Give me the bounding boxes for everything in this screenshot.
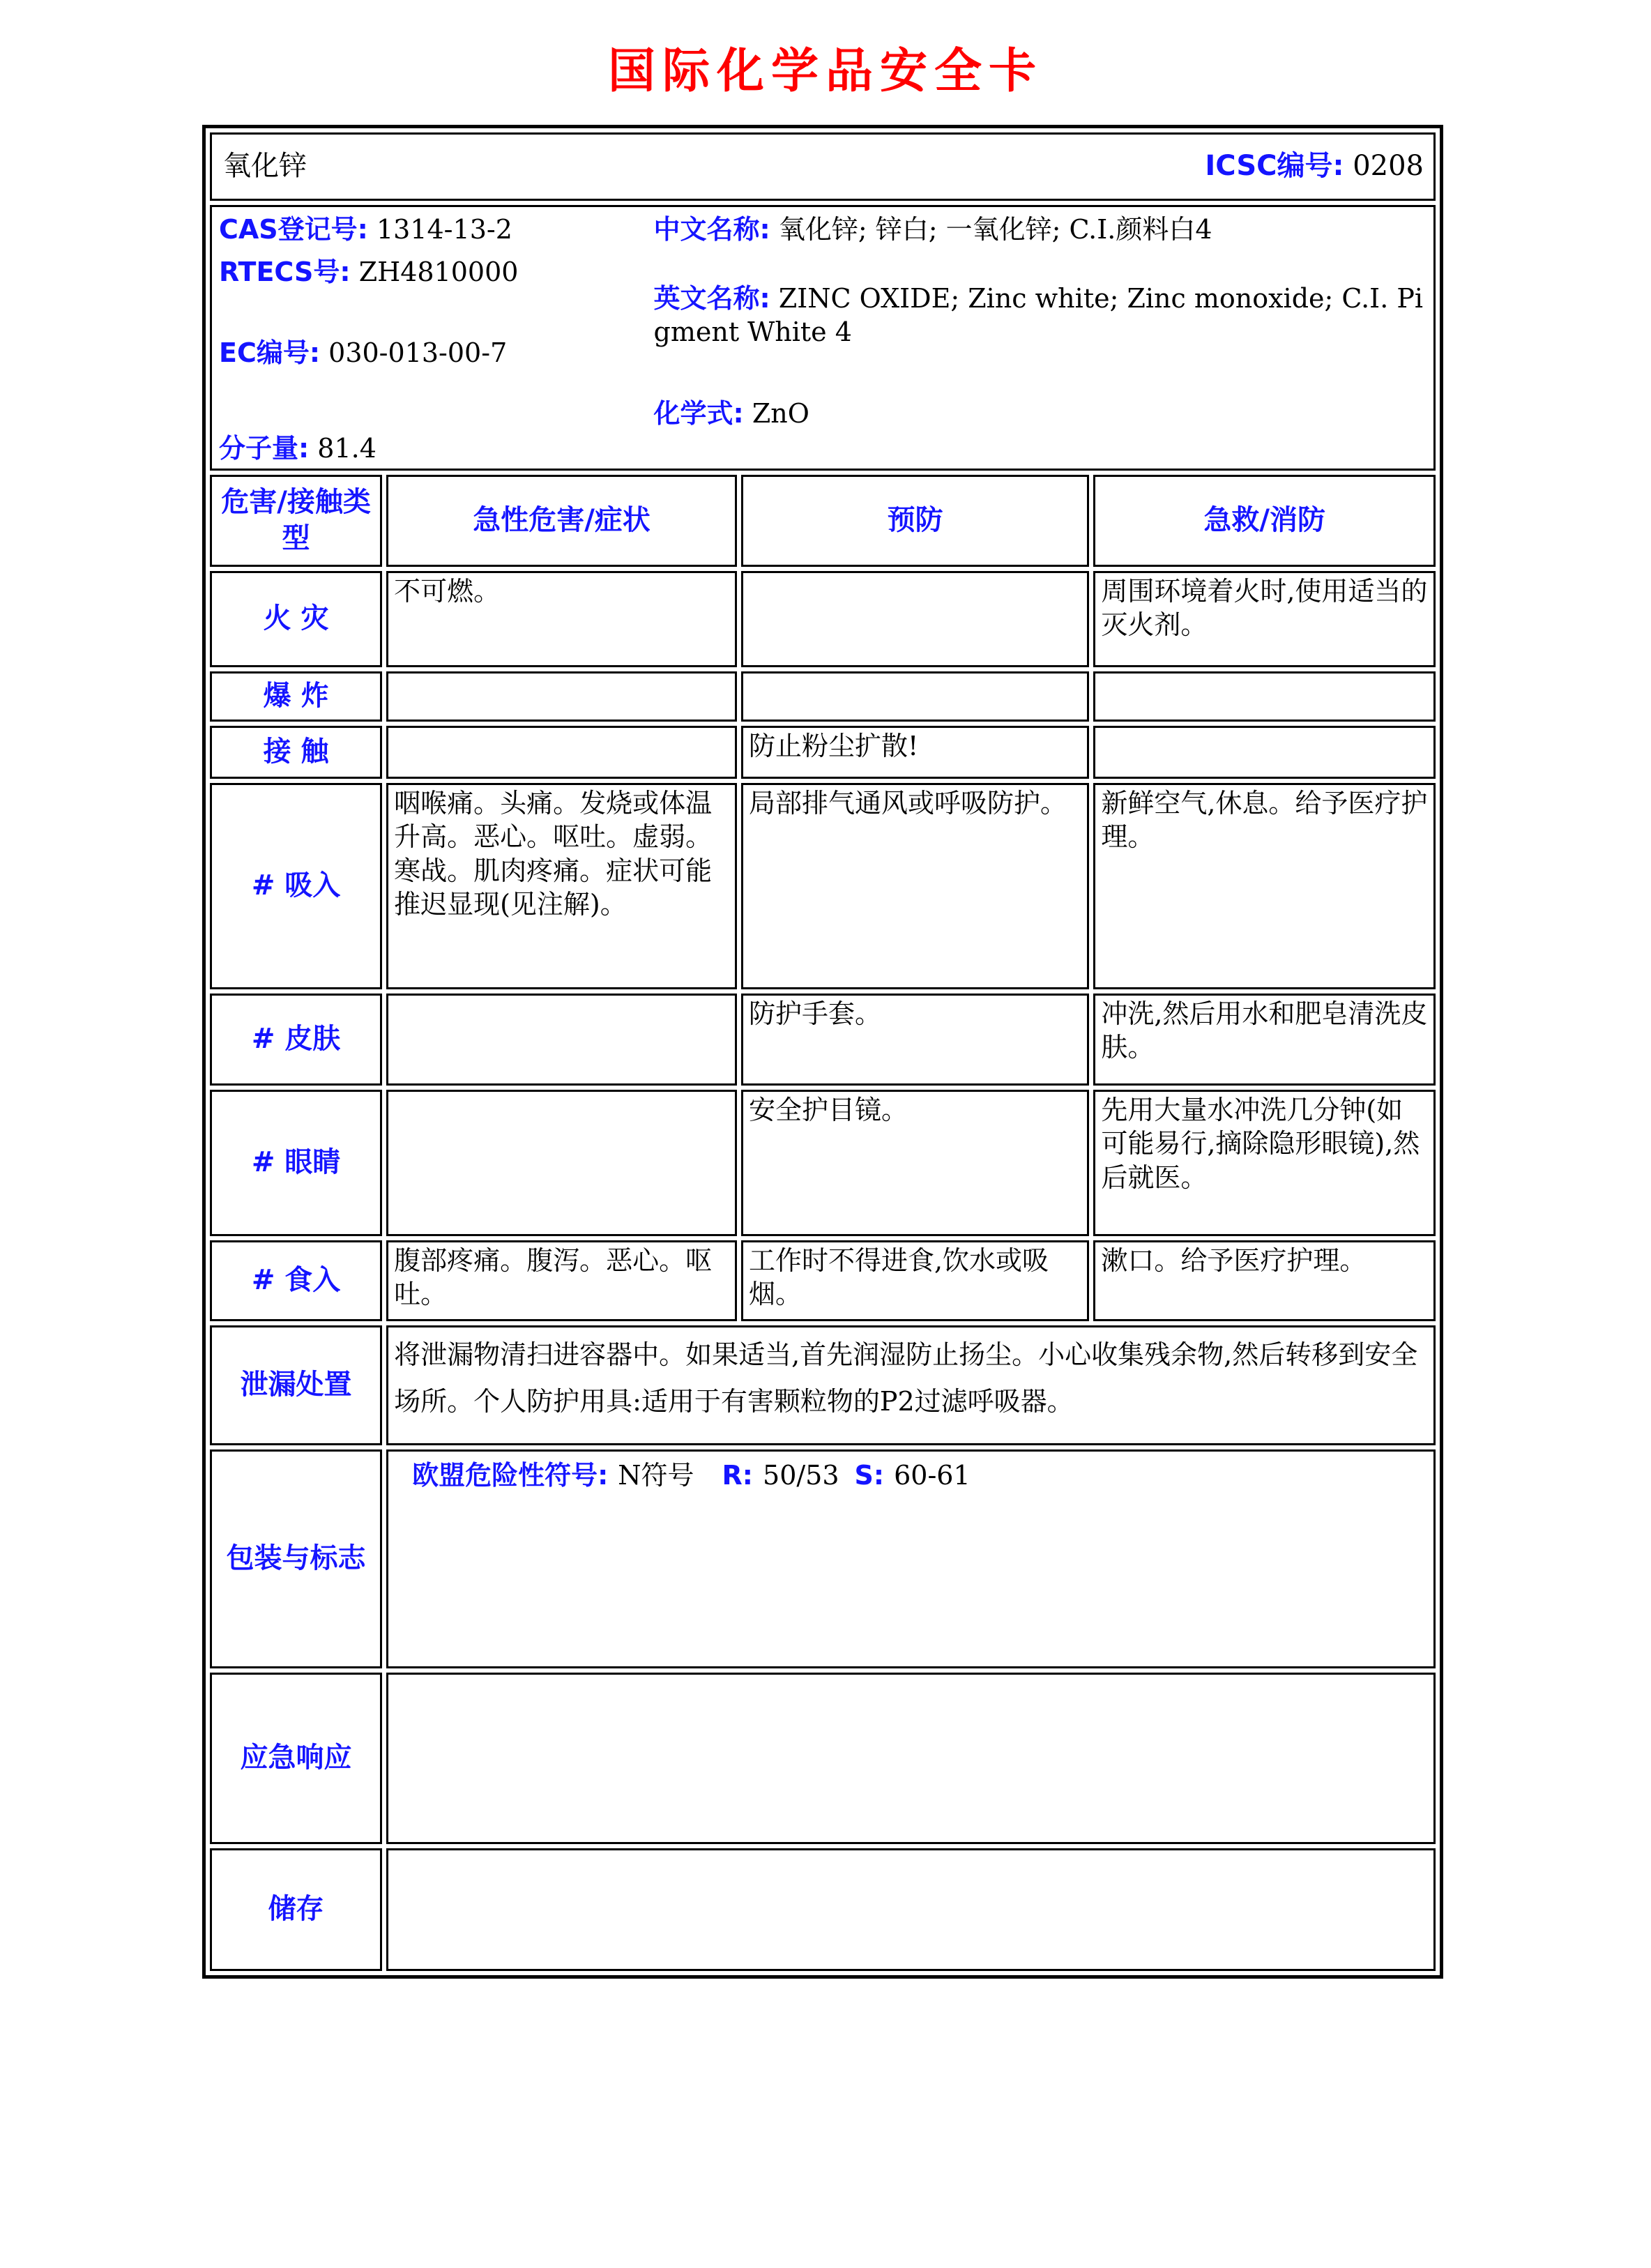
chinese-name-label: 中文名称: (653, 214, 770, 245)
hazard-row-inhalation (210, 783, 1436, 989)
cell-fire-first-aid: 周围环境着火时,使用适当的灭火剂。 (1093, 571, 1436, 667)
cell-spill-disposal-text: 将泄漏物清扫进容器中。如果适当,首先润湿防止扬尘。小心收集残余物,然后转移到安全场所。个人防护用具:适用于有害颗粒物的P2过滤呼吸器。 (386, 1325, 1436, 1445)
molecular-weight-line (219, 432, 654, 466)
cell-explosion-prevention (741, 671, 1089, 722)
cell-fire-prevention (741, 571, 1089, 667)
cell-inhalation-first-aid: 新鲜空气,休息。给予医疗护理。 (1093, 783, 1436, 989)
r-phrase-value: 50/53 (763, 1459, 839, 1491)
row-label-contact: 接 触 (210, 726, 382, 779)
row-label-fire: 火 灾 (210, 571, 382, 667)
identifiers-row (210, 205, 1436, 471)
hazard-row-ingestion (210, 1240, 1436, 1321)
formula-label: 化学式: (653, 397, 744, 429)
cell-eyes-symptoms (386, 1090, 737, 1236)
icsc-label: ICSC编号: (1205, 150, 1344, 183)
cell-packaging-content (386, 1449, 1436, 1668)
row-label-spill-disposal: 泄漏处置 (210, 1325, 382, 1445)
safety-card-table (202, 125, 1443, 1979)
icsc-number: 0208 (1353, 150, 1424, 183)
hazard-row-eyes (210, 1090, 1436, 1236)
cell-ingestion-first-aid: 漱口。给予医疗护理。 (1093, 1240, 1436, 1321)
eu-hazard-symbol-line (394, 1453, 1428, 1493)
hazard-row-fire (210, 571, 1436, 667)
english-name-line (654, 282, 1426, 349)
row-label-skin: # 皮肤 (210, 994, 382, 1086)
cell-explosion-first-aid (1093, 671, 1436, 722)
cell-skin-symptoms (386, 994, 737, 1086)
formula-value: ZnO (752, 397, 809, 429)
rtecs-value: ZH4810000 (358, 256, 519, 287)
formula-line (654, 397, 1426, 431)
r-phrase-label: R: (722, 1459, 754, 1491)
cell-storage-text (386, 1848, 1436, 1971)
cell-contact-first-aid (1093, 726, 1436, 779)
cell-fire-symptoms: 不可燃。 (386, 571, 737, 667)
identifiers-cell (210, 205, 1436, 471)
col-header-symptoms: 急性危害/症状 (386, 475, 737, 567)
col-header-first-aid: 急救/消防 (1093, 475, 1436, 567)
hazard-row-explosion (210, 671, 1436, 722)
cell-inhalation-symptoms: 咽喉痛。头痛。发烧或体温升高。恶心。呕吐。虚弱。寒战。肌肉疼痛。症状可能推迟显现(见注解)。 (386, 783, 737, 989)
english-name-label: 英文名称: (653, 282, 770, 314)
cell-skin-prevention: 防护手套。 (741, 994, 1089, 1086)
col-header-hazard-type: 危害/接触类型 (210, 475, 382, 567)
eu-symbol-value: N符号 (618, 1459, 694, 1491)
molecular-weight-value: 81.4 (317, 432, 376, 464)
row-label-storage: 储存 (210, 1848, 382, 1971)
col-header-prevention: 预防 (741, 475, 1089, 567)
molecular-weight-label: 分子量: (219, 432, 310, 464)
ec-value: 030-013-00-7 (328, 337, 508, 369)
page-title: 国际化学品安全卡 (607, 44, 1043, 99)
cas-value: 1314-13-2 (376, 214, 512, 245)
row-label-eyes: # 眼睛 (210, 1090, 382, 1236)
ec-label: EC编号: (219, 337, 321, 369)
row-label-packaging: 包装与标志 (210, 1449, 382, 1668)
spill-disposal-row (210, 1325, 1436, 1445)
cell-emergency-response-text (386, 1673, 1436, 1844)
cell-contact-symptoms (386, 726, 737, 779)
row-label-ingestion: # 食入 (210, 1240, 382, 1321)
cell-ingestion-symptoms: 腹部疼痛。腹泻。恶心。呕吐。 (386, 1240, 737, 1321)
row-label-explosion: 爆 炸 (210, 671, 382, 722)
cas-label: CAS登记号: (219, 214, 368, 245)
rtecs-number-line (219, 255, 654, 289)
hazard-row-contact (210, 726, 1436, 779)
cell-inhalation-prevention: 局部排气通风或呼吸防护。 (741, 783, 1089, 989)
card-header-row (210, 132, 1436, 201)
icsc-number-field (1205, 149, 1426, 184)
card-header-cell (210, 132, 1436, 201)
s-phrase-value: 60-61 (894, 1459, 971, 1491)
emergency-response-row (210, 1673, 1436, 1844)
packaging-row (210, 1449, 1436, 1668)
identifiers-right-column (654, 210, 1426, 466)
cas-number-line (219, 213, 654, 247)
ec-number-line (219, 336, 654, 370)
english-name-value: ZINC OXIDE; Zinc white; Zinc monoxide; C.I. Pigment White 4 (653, 282, 1424, 348)
cell-explosion-symptoms (386, 671, 737, 722)
chinese-name-line (654, 213, 1426, 247)
identifiers-left-column (219, 210, 654, 466)
cell-skin-first-aid: 冲洗,然后用水和肥皂清洗皮肤。 (1093, 994, 1436, 1086)
hazard-row-skin (210, 994, 1436, 1086)
cell-eyes-prevention: 安全护目镜。 (741, 1090, 1089, 1236)
row-label-inhalation: # 吸入 (210, 783, 382, 989)
eu-symbol-label: 欧盟危险性符号: (412, 1459, 609, 1491)
chinese-name-value: 氧化锌; 锌白; 一氧化锌; C.I.颜料白4 (778, 214, 1212, 245)
column-header-row (210, 475, 1436, 567)
storage-row (210, 1848, 1436, 1971)
cell-contact-prevention: 防止粉尘扩散! (741, 726, 1089, 779)
cell-ingestion-prevention: 工作时不得进食,饮水或吸烟。 (741, 1240, 1089, 1321)
substance-name: 氧化锌 (223, 150, 307, 183)
cell-eyes-first-aid: 先用大量水冲洗几分钟(如可能易行,摘除隐形眼镜),然后就医。 (1093, 1090, 1436, 1236)
s-phrase-label: S: (854, 1459, 885, 1491)
rtecs-label: RTECS号: (219, 256, 351, 287)
row-label-emergency-response: 应急响应 (210, 1673, 382, 1844)
